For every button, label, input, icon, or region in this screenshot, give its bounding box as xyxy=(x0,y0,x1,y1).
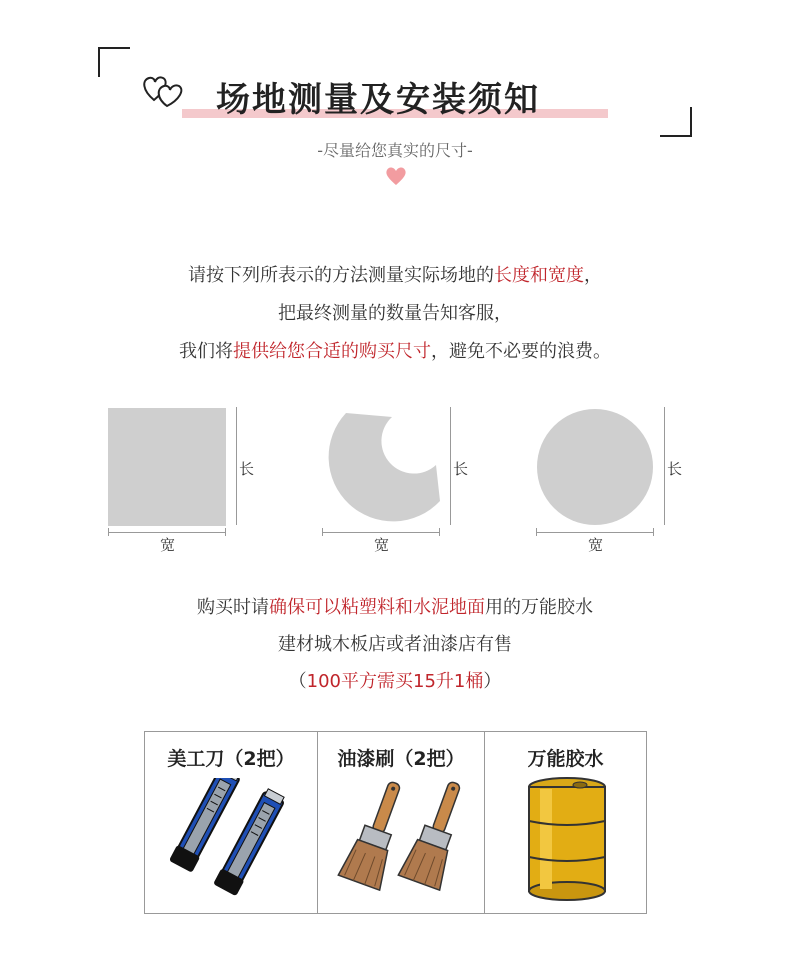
glue-note-paren-close: ） xyxy=(483,671,502,692)
corner-bracket-top-left xyxy=(98,47,130,77)
utility-knife-icon xyxy=(163,778,303,898)
width-dimension-line xyxy=(322,532,440,533)
length-label: 长 xyxy=(453,460,469,478)
glue-note-line-2: 建材城木板店或者油漆店有售 xyxy=(278,634,512,655)
tool-label: 万能胶水 xyxy=(527,748,604,770)
glue-note-line-1-highlight: 确保可以粘塑料和水泥地面 xyxy=(269,597,485,618)
intro-line-2: 把最终测量的数量告知客服， xyxy=(278,303,512,324)
length-dimension-line xyxy=(236,407,237,525)
double-heart-icon xyxy=(140,70,186,110)
width-tick-right xyxy=(439,528,440,536)
width-tick-left xyxy=(108,528,109,536)
square-shape xyxy=(108,408,228,528)
title-block xyxy=(182,68,608,120)
irregular-shape-diagram xyxy=(322,407,482,557)
intro-line-3-text: 我们将 xyxy=(179,341,233,362)
square-shape-diagram xyxy=(108,407,268,557)
width-dimension-line xyxy=(108,532,226,533)
glue-note-paren-open: （ xyxy=(288,671,307,692)
width-tick-right xyxy=(225,528,226,536)
width-tick-left xyxy=(536,528,537,536)
tool-cell-glue xyxy=(485,732,646,913)
tool-cell-paint-brush xyxy=(318,732,485,913)
circle-shape-diagram xyxy=(536,407,696,557)
length-label: 长 xyxy=(239,460,255,478)
width-dimension-line xyxy=(536,532,654,533)
glue-note-line-1-end: 用的万能胶水 xyxy=(485,597,593,618)
intro-line-1 xyxy=(0,261,790,287)
intro-line-1-highlight: 长度和宽度 xyxy=(494,265,584,286)
circle-shape xyxy=(536,407,660,531)
intro-line-1-end: ， xyxy=(584,265,602,286)
length-label: 长 xyxy=(667,460,683,478)
glue-note-line-1-text: 购买时请 xyxy=(197,597,269,618)
intro-line-3-end: ，避免不必要的浪费。 xyxy=(431,341,611,362)
paint-brush-icon xyxy=(332,776,472,901)
length-dimension-line xyxy=(450,407,451,525)
page-subtitle: -尽量给您真实的尺寸- xyxy=(317,141,473,160)
irregular-shape xyxy=(322,407,446,531)
width-tick-right xyxy=(653,528,654,536)
heart-icon xyxy=(385,166,407,186)
glue-note-line-3 xyxy=(0,667,790,693)
length-dimension-line xyxy=(664,407,665,525)
glue-note-line-1 xyxy=(0,593,790,619)
intro-line-1-text: 请按下列所表示的方法测量实际场地的 xyxy=(188,265,494,286)
intro-line-3 xyxy=(0,337,790,363)
corner-bracket-bottom-right xyxy=(660,107,692,137)
width-label: 宽 xyxy=(374,536,390,554)
width-tick-left xyxy=(322,528,323,536)
glue-note-quantity: 100平方需买15升1桶 xyxy=(306,671,484,692)
tool-label: 油漆刷（2把） xyxy=(337,748,465,770)
tool-label: 美工刀（2把） xyxy=(167,748,295,770)
page-title: 场地测量及安装须知 xyxy=(216,80,540,120)
width-label: 宽 xyxy=(588,536,604,554)
intro-line-3-highlight: 提供给您合适的购买尺寸 xyxy=(233,341,431,362)
width-label: 宽 xyxy=(160,536,176,554)
tool-cell-utility-knife xyxy=(145,732,318,913)
glue-barrel-icon xyxy=(522,775,612,903)
tools-table xyxy=(144,731,647,914)
